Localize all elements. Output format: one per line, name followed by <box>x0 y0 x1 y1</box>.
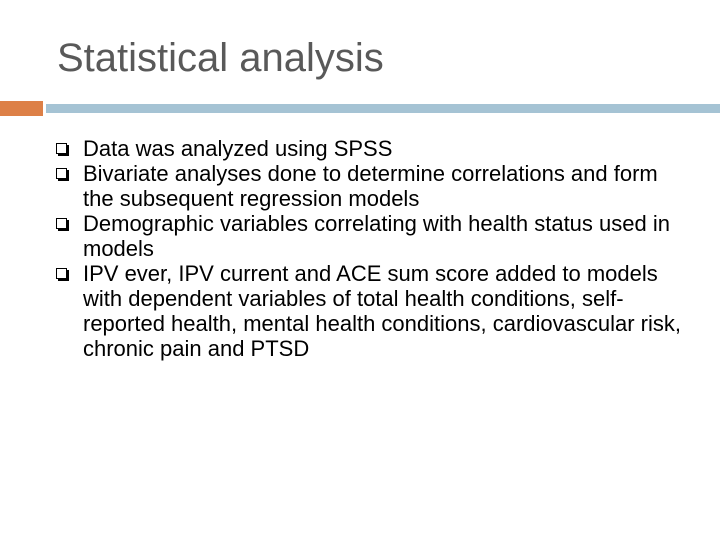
hollow-square-bullet-icon <box>56 143 67 154</box>
bullet-item <box>55 261 685 361</box>
hollow-square-bullet-icon <box>56 268 67 279</box>
bullet-text: IPV ever, IPV current and ACE sum score added to models with dependent variables of total health conditions, self-reported health, mental health conditions, cardiovascular risk, chronic pain and PTSD <box>83 261 681 361</box>
slide-title: Statistical analysis <box>57 36 384 80</box>
title-rule-bar <box>43 104 720 113</box>
bullet-text: Bivariate analyses done to determine correlations and form the subsequent regression models <box>83 161 658 211</box>
bullet-item <box>55 136 685 161</box>
hollow-square-bullet-icon <box>56 168 67 179</box>
bullet-item <box>55 211 685 261</box>
bullet-list <box>55 136 685 361</box>
title-accent-bar <box>0 101 43 116</box>
bullet-text: Demographic variables correlating with health status used in models <box>83 211 670 261</box>
bullet-item <box>55 161 685 211</box>
hollow-square-bullet-icon <box>56 218 67 229</box>
bullet-text: Data was analyzed using SPSS <box>83 136 393 161</box>
